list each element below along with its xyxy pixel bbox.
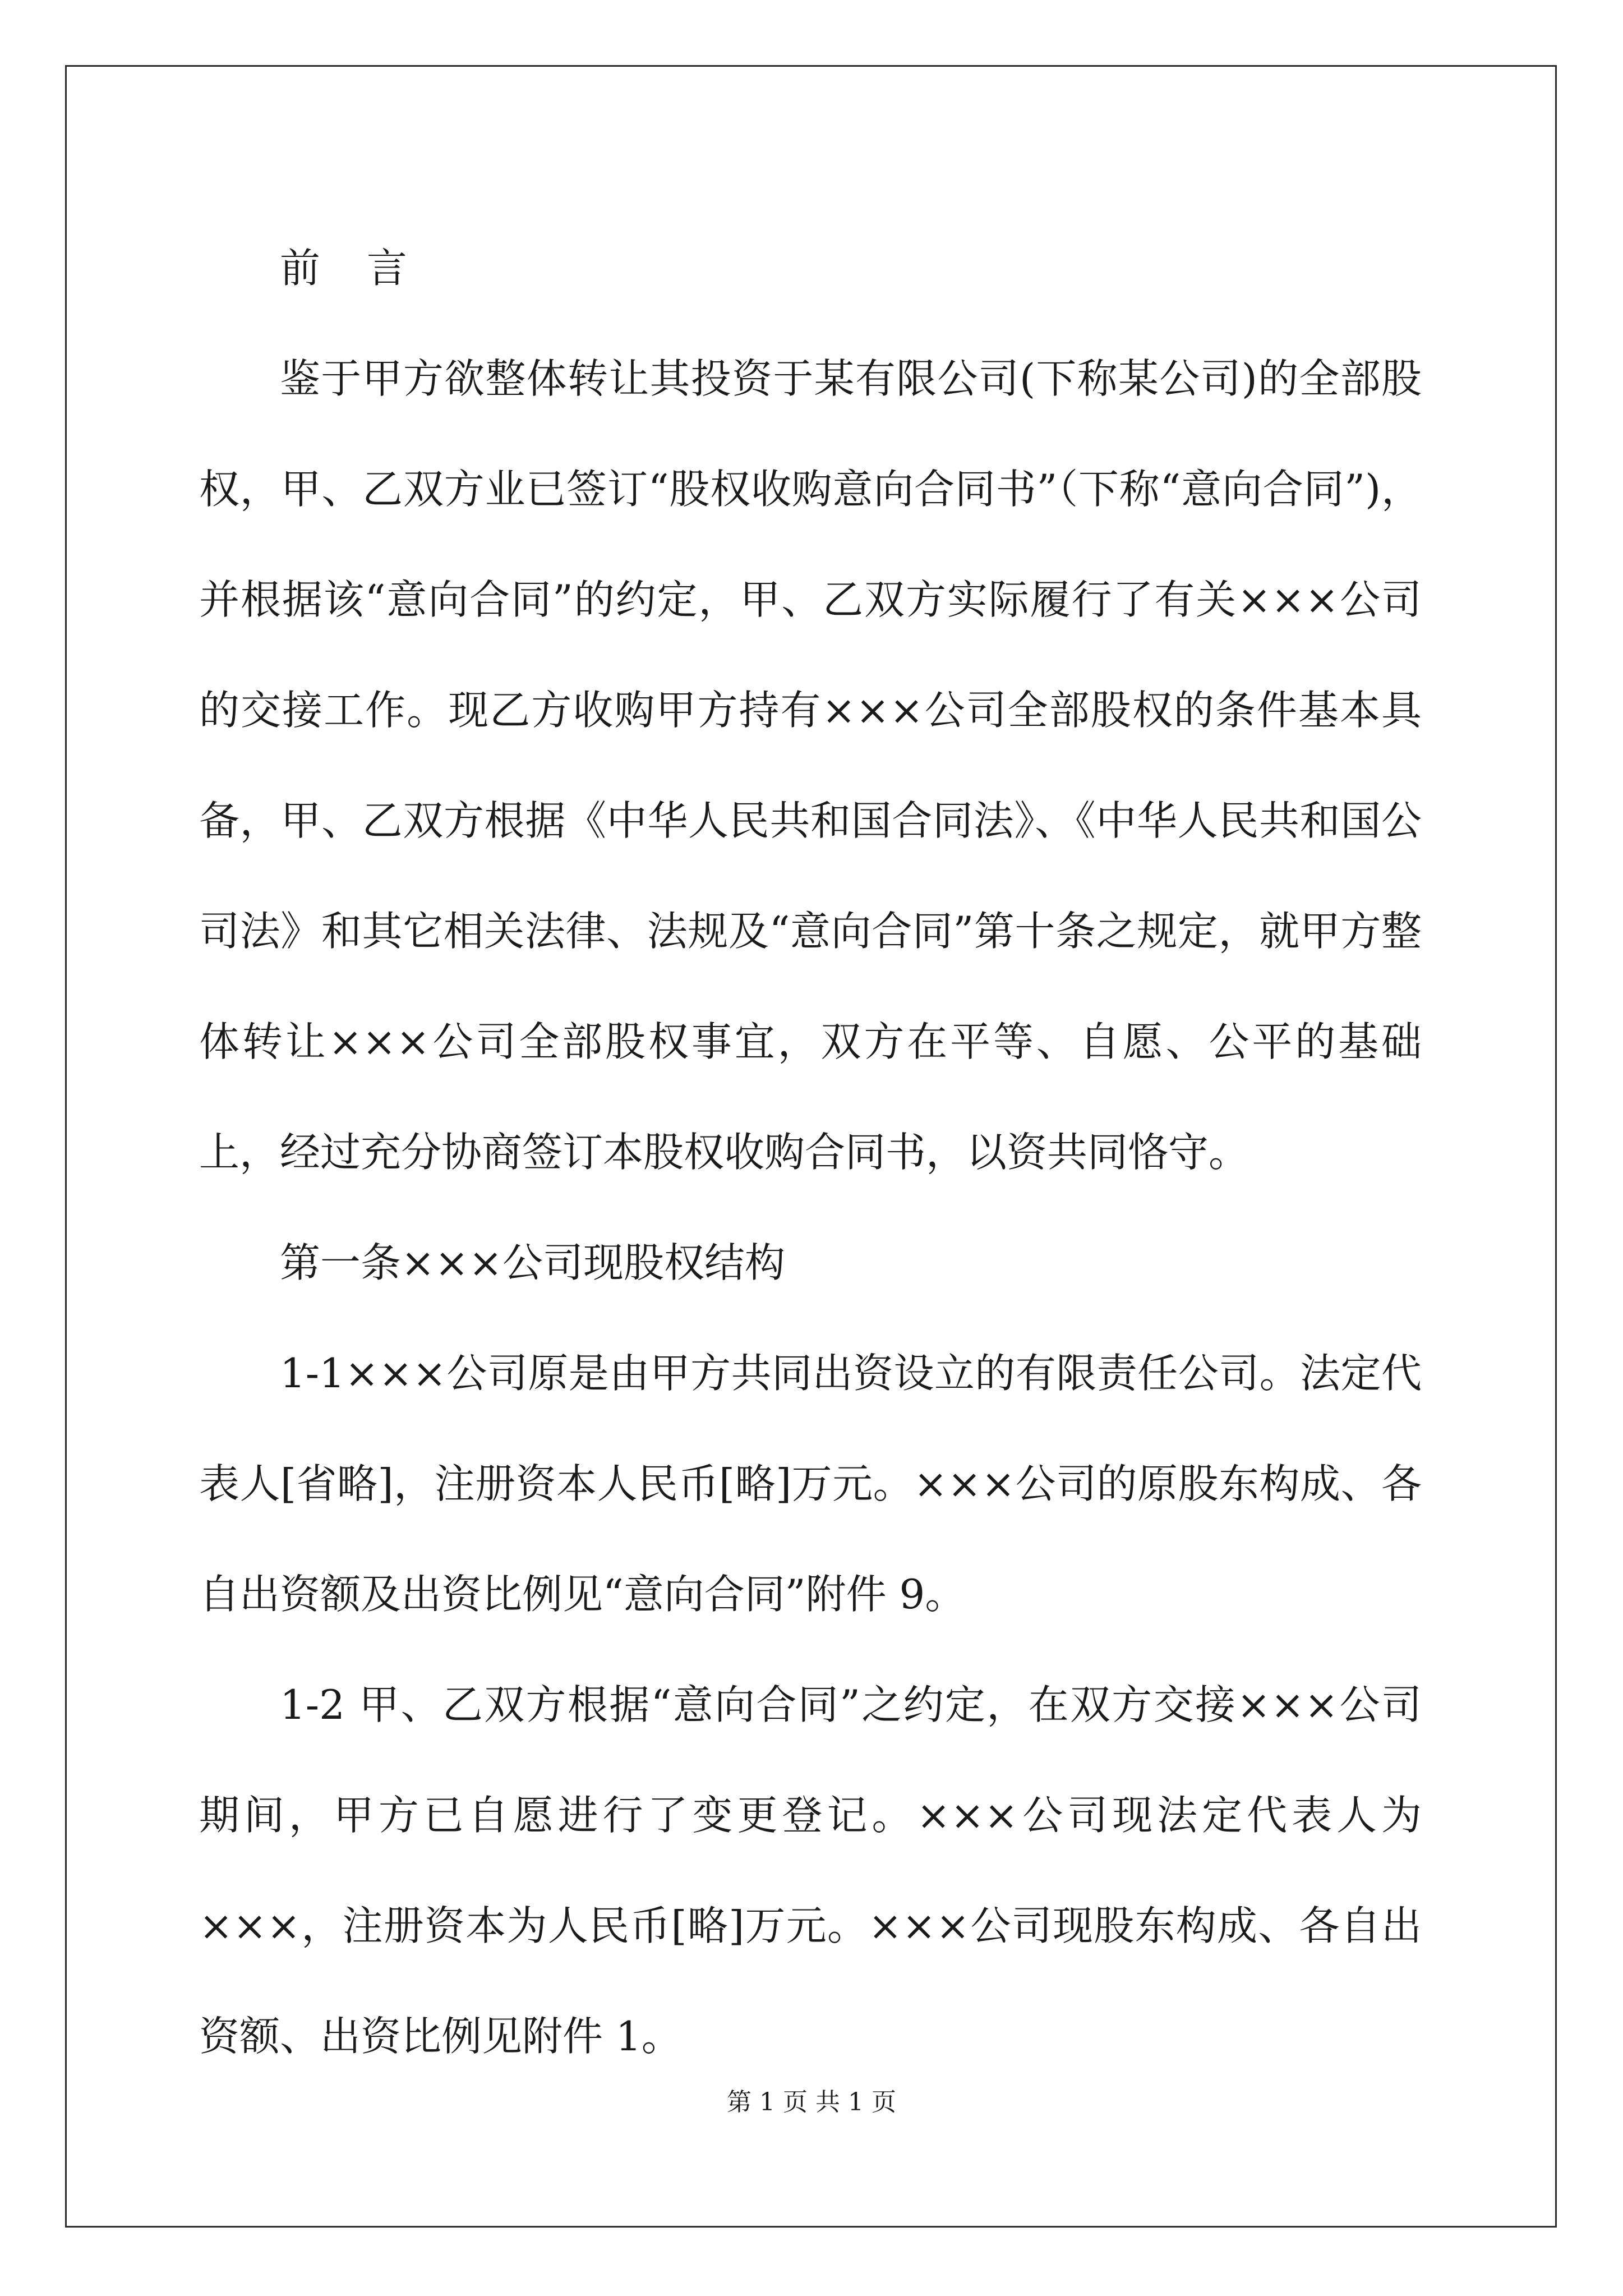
page-number: 第 1 页 共 1 页 [727,2088,896,2116]
article-title: 第一条×××公司现股权结构 [280,1239,785,1286]
clause-paragraph: 1-2 甲、乙双方根据“意向合同”之约定，在双方交接×××公司期间，甲方已自愿进行了变更登记。×××公司现法定代表人为×××，注册资本为人民币[略]万元。×××公司现股东构成、各自出资额、出资比例见附件 1。 [199,1681,1422,2060]
clause-paragraph: 1-1×××公司原是由甲方共同出资设立的有限责任公司。法定代表人[省略]，注册资本人民币[略]万元。×××公司的原股东构成、各自出资额及出资比例见“意向合同”附件 9。 [199,1350,1422,1618]
section-heading: 前 言 [280,245,424,292]
preamble-paragraph: 鉴于甲方欲整体转让其投资于某有限公司(下称某公司)的全部股权，甲、乙双方业已签订“股权收购意向合同书”（下称“意向合同”)，并根据该“意向合同”的约定，甲、乙双方实际履行了有关×××公司的交接工作。现乙方收购甲方持有×××公司全部股权的条件基本具备，甲、乙双方根据《中华人民共和国合同法》、《中华人民共和国公司法》和其它相关法律、法规及“意向合同”第十条之规定，就甲方整体转让×××公司全部股权事宜，双方在平等、自愿、公平的基础上，经过充分协商签订本股权收购合同书，以资共同恪守。 [199,355,1422,1176]
document-body [199,213,1422,2092]
